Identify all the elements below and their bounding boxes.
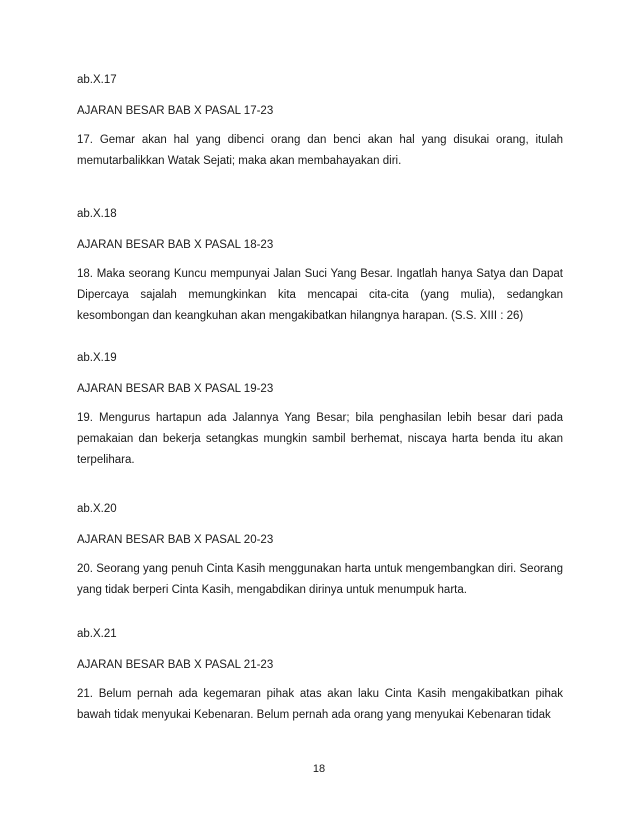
page-number: 18 (312, 763, 326, 775)
section-code: ab.X.21 (77, 628, 117, 640)
section-paragraph: 19. Mengurus hartapun ada Jalannya Yang Besar; bila penghasilan lebih besar dari pada pemakaian dan bekerja setangkas mungkin sambil berhemat, niscaya harta benda itu akan terpelihara. (77, 412, 563, 466)
section-code: ab.X.17 (77, 74, 117, 86)
section-code: ab.X.18 (77, 208, 117, 220)
section-ab-x-20 (77, 502, 563, 601)
section-code: ab.X.19 (77, 352, 117, 364)
section-paragraph: 20. Seorang yang penuh Cinta Kasih menggunakan harta untuk mengembangkan diri. Seorang yang tidak berperi Cinta Kasih, mengabdikan dirinya untuk menumpuk harta. (77, 563, 563, 596)
section-ab-x-17 (77, 73, 563, 172)
section-ab-x-21 (77, 627, 563, 726)
section-heading: AJARAN BESAR BAB X PASAL 17-23 (77, 105, 274, 117)
section-paragraph: 21. Belum pernah ada kegemaran pihak atas akan laku Cinta Kasih mengakibatkan pihak bawah tidak menyukai Kebenaran. Belum pernah ada orang yang menyukai Kebenaran tidak (77, 688, 563, 721)
section-heading: AJARAN BESAR BAB X PASAL 21-23 (77, 659, 274, 671)
section-heading: AJARAN BESAR BAB X PASAL 20-23 (77, 534, 274, 546)
section-paragraph: 17. Gemar akan hal yang dibenci orang dan benci akan hal yang disukai orang, itulah memutarbalikkan Watak Sejati; maka akan membahayakan diri. (77, 134, 563, 167)
section-paragraph: 18. Maka seorang Kuncu mempunyai Jalan Suci Yang Besar. Ingatlah hanya Satya dan Dapat Dipercaya sajalah memungkinkan kita mencapai cita-cita (yang mulia), sedangkan kesombongan dan keangkuhan akan mengakibatkan hilangnya harapan. (S.S. XIII : 26) (77, 268, 563, 322)
section-heading: AJARAN BESAR BAB X PASAL 18-23 (77, 239, 274, 251)
section-code: ab.X.20 (77, 503, 117, 515)
section-ab-x-19 (77, 351, 563, 471)
section-ab-x-18 (77, 207, 563, 327)
section-heading: AJARAN BESAR BAB X PASAL 19-23 (77, 383, 274, 395)
